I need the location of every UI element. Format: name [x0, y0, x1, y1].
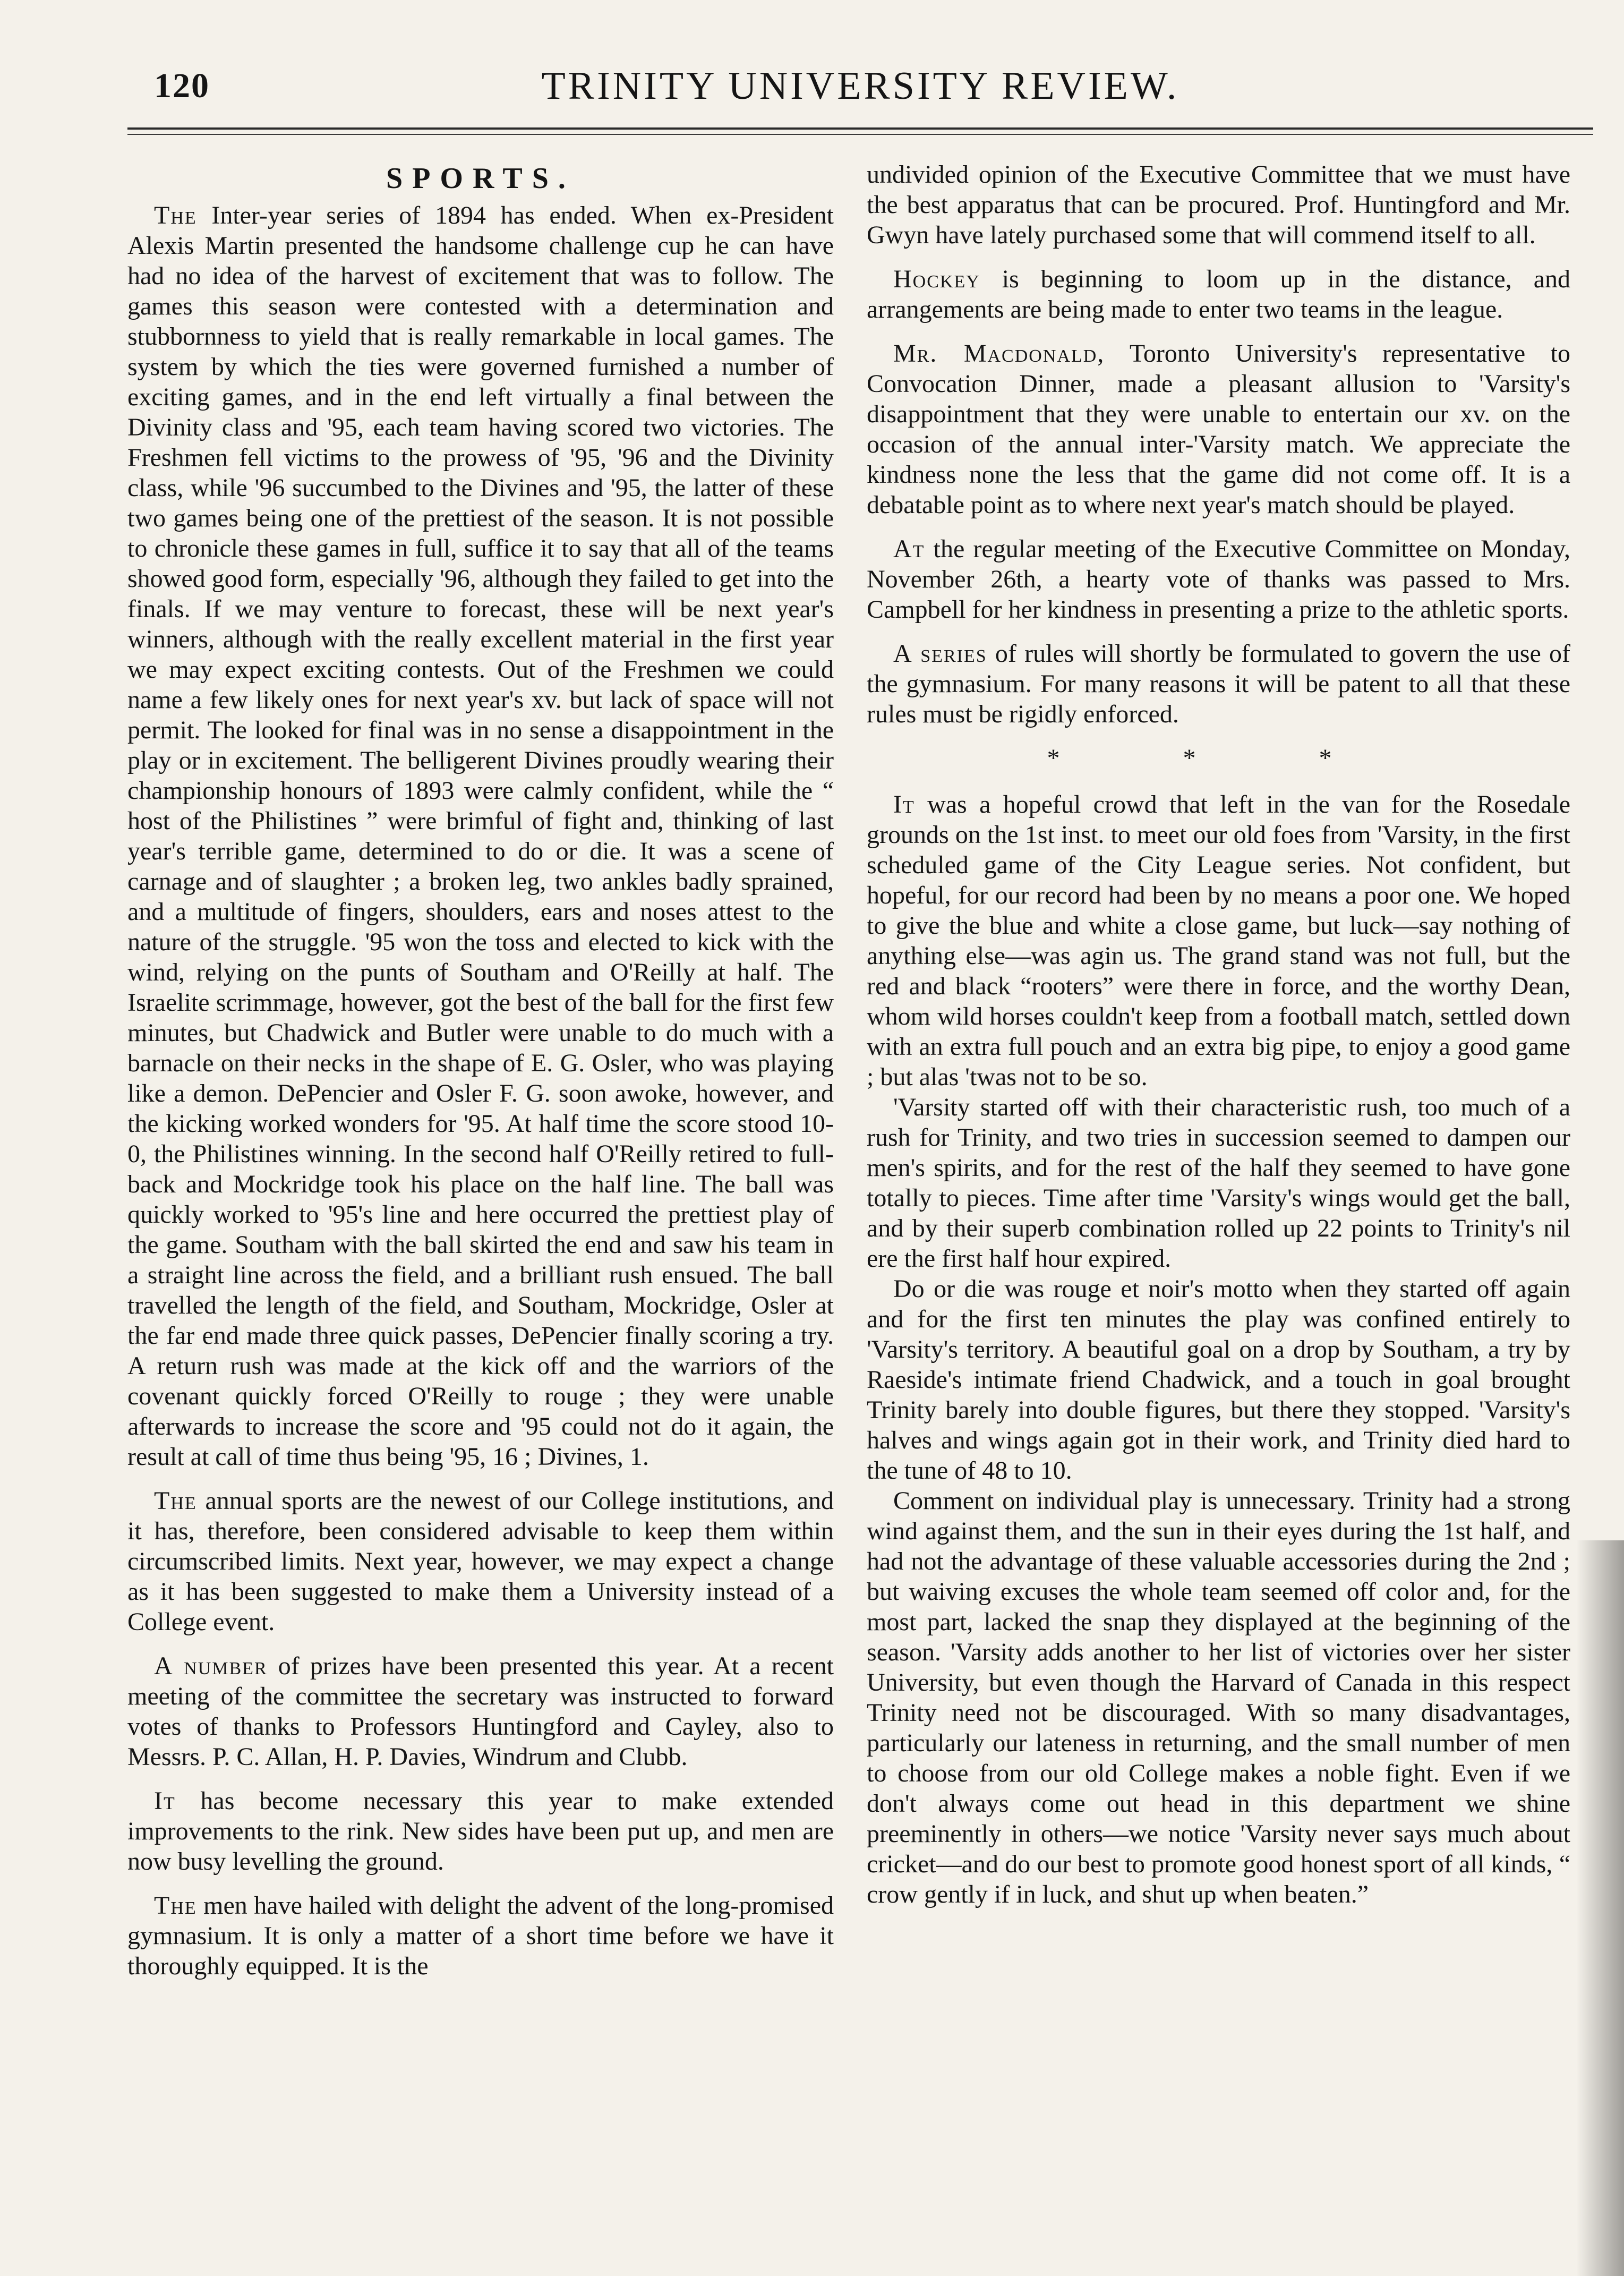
paragraph-gymnasium-rules: [867, 638, 1570, 729]
journal-title: TRINITY UNIVERSITY REVIEW.: [541, 64, 1179, 108]
page-number: 120: [154, 66, 210, 105]
paragraph-body: Inter-year series of 1894 has ended. When ex-President Alexis Martin presented the handsome challenge cup he can have had no idea of the harvest of excitement that was to follow. The games this season were contested with a determination and stubbornness to yield that is really remarkable in local games. The system by which the ties were governed furnished a number of exciting games, and in the end left virtually a final between the Divinity class and '95, each team having scored two victories. The Freshmen fell victims to the prowess of '95, '96 and the Divinity class, while '96 succumbed to the Divines and '95, the latter of these two games being one of the prettiest of the season. It is not possible to chronicle these games in full, suffice it to say that all of the teams showed good form, especially '96, although they failed to get into the finals. If we may venture to forecast, these will be next year's winners, although with the really excellent material in the first year we may expect exciting contests. Out of the Freshmen we could name a few likely ones for next year's xv. but lack of space will not permit. The looked for final was in no sense a disappointment in the play or in excitement. The belligerent Divines proudly wearing their championship honours of 1893 were calmly confident, while the “ host of the Philistines ” were brimful of fight and, thinking of last year's terrible game, determined to do or die. It was a scene of carnage and of slaughter ; a broken leg, two ankles badly sprained, and a multitude of fingers, shoulders, ears and noses attest to the nature of the struggle. '95 won the toss and elected to kick with the wind, relying on the punts of Southam and O'Reilly at half. The Israelite scrimmage, however, got the best of the ball for the first few minutes, but Chadwick and Butler were unable to do much with a barnacle on their necks in the shape of E. G. Osler, who was playing like a demon. DePencier and Osler F. G. soon awoke, however, and the kicking worked wonders for '95. At half time the score stood 10-0, the Philistines winning. In the second half O'Reilly retired to full-back and Mockridge took his place on the half line. The ball was quickly worked to '95's line and here occurred the prettiest play of the game. Southam with the ball skirted the end and saw his team in a straight line across the field, and a brilliant rush ensued. The ball travelled the length of the field, and Southam, Mockridge, Osler at the far end made three quick passes, DePencier finally scoring a try. A return rush was made at the kick off and the warriors of the covenant quickly forced O'Reilly to rouge ; they were unable afterwards to increase the score and '95 could not do it again, the result at call of time thus being '95, 16 ; Divines, 1.: [127, 201, 834, 1471]
paragraph-body: the regular meeting of the Executive Committee on Monday, November 26th, a hearty vote of thanks was passed to Mrs. Campbell for her kindness in presenting a prize to the athletic sports.: [867, 535, 1570, 624]
section-separator: * * *: [1047, 744, 1390, 772]
paragraph-body: is beginning to loom up in the distance, and arrangements are being made to enter two teams in the league.: [867, 265, 1570, 323]
paragraph-lead: It: [154, 1787, 176, 1815]
paragraph-football-first-half: [867, 1092, 1570, 1274]
paragraph-annual-sports: [127, 1486, 834, 1637]
header-rule: [127, 127, 1593, 130]
paragraph-body: men have hailed with delight the advent of the long-promised gymnasium. It is only a matter of a short time before we have it thoroughly equipped. It is the: [127, 1891, 834, 1980]
paragraph-lead: The: [154, 1487, 197, 1515]
paragraph-football-opening: [867, 789, 1570, 1092]
paragraph-body: annual sports are the newest of our College institutions, and it has, therefore, been considered advisable to keep them within circumscribed limits. Next year, however, we may expect a change as it has been suggested to make them a University instead of a College event.: [127, 1487, 834, 1636]
paragraph-macdonald: [867, 338, 1570, 520]
paragraph-executive-meeting: [867, 534, 1570, 625]
paragraph-body: has become necessary this year to make extended improvements to the rink. New sides have been put up, and men are now busy levelling the ground.: [127, 1787, 834, 1876]
paragraph-lead: The: [154, 201, 197, 229]
paragraph-lead: At: [893, 535, 925, 563]
paragraph-lead: A number: [154, 1652, 268, 1680]
paragraph-gymnasium-continued: undivided opinion of the Executive Committee that we must have the best apparatus that can be procured. Prof. Huntingford and Mr. Gwyn have lately purchased some that will commend itself to all.: [867, 160, 1570, 249]
paragraph-body: of prizes have been presented this year. At a recent meeting of the committee the secretary was instructed to forward votes of thanks to Professors Huntingford and Cayley, also to Messrs. P. C. Allan, H. P. Davies, Windrum and Clubb.: [127, 1652, 834, 1771]
page-header: [127, 64, 1593, 122]
paragraph-lead: The: [154, 1891, 197, 1920]
paragraph-lead: Mr. Macdonald,: [893, 339, 1105, 368]
paragraph-lead: It: [893, 790, 915, 819]
paragraph-rink: [127, 1786, 834, 1877]
paragraph-hockey: [867, 264, 1570, 325]
left-column: [127, 159, 834, 1981]
paragraph-prizes: [127, 1651, 834, 1772]
page-edge-shadow: [1576, 1540, 1624, 2276]
paragraph-football-comment: [867, 1486, 1570, 1910]
paragraph-lead: A series: [893, 640, 987, 668]
paragraph-gymnasium: [127, 1890, 834, 1981]
header-rule-thin: [127, 134, 1593, 135]
paragraph-body: Comment on individual play is unnecessary. Trinity had a strong wind against them, and the sun in their eyes during the 1st half, and had not the advantage of these valuable accessories during the 2nd ; but waiving excuses the whole team seemed off color and, for the most part, lacked the snap they displayed at the beginning of the season. 'Varsity adds another to her list of victories over her sister University, but even though the Harvard of Canada in this respect Trinity need not be discouraged. With so many disadvantages, particularly our lateness in returning, and the small number of men to choose from our old College makes a noble fight. Even if we don't always come out head in this department we shine preeminently in others—we notice 'Varsity never says much about cricket—and do our best to promote good honest sport of all kinds, “ crow gently if in luck, and shut up when beaten.”: [867, 1487, 1570, 1908]
right-column: [867, 159, 1570, 1910]
paragraph-lead: Hockey: [893, 265, 980, 293]
paragraph-inter-year-series: [127, 200, 834, 1472]
paragraph-football-second-half: [867, 1274, 1570, 1486]
section-heading: SPORTS.: [386, 162, 575, 195]
paragraph-body: of rules will shortly be formulated to govern the use of the gymnasium. For many reasons it will be patent to all that these rules must be rigidly enforced.: [867, 640, 1570, 728]
paragraph-body: Toronto University's representative to Convocation Dinner, made a pleasant allusion to 'Varsity's disappointment that they were unable to entertain our xv. on the occasion of the annual inter-'Varsity match. We appreciate the kindness none the less that the game did not come off. It is a debatable point as to where next year's match should be played.: [867, 339, 1570, 519]
paragraph-body: 'Varsity started off with their characteristic rush, too much of a rush for Trinity, and two tries in succession seemed to dampen our men's spirits, and for the rest of the half they seemed to have gone totally to pieces. Time after time 'Varsity's wings would get the ball, and by their superb combination rolled up 22 points to Trinity's nil ere the first half hour expired.: [867, 1093, 1570, 1273]
paragraph-body: Do or die was rouge et noir's motto when they started off again and for the first ten minutes the play was confined entirely to 'Varsity's territory. A beautiful goal on a drop by Southam, a try by Raeside's intimate friend Chadwick, and a touch in goal brought Trinity barely into double figures, but there they stopped. 'Varsity's halves and wings again got in their work, and Trinity died hard to the tune of 48 to 10.: [867, 1275, 1570, 1485]
paragraph-body: was a hopeful crowd that left in the van for the Rosedale grounds on the 1st inst. to meet our old foes from 'Varsity, in the first scheduled game of the City League series. Not confident, but hopeful, for our record had been by no means a poor one. We hoped to give the blue and white a close game, but luck—say nothing of anything else—was agin us. The grand stand was not full, but the red and black “rooters” were there in force, and the worthy Dean, whom wild horses couldn't keep from a football match, settled down with an extra full pouch and an extra big pipe, to enjoy a good game ; but alas 'twas not to be so.: [867, 790, 1570, 1091]
